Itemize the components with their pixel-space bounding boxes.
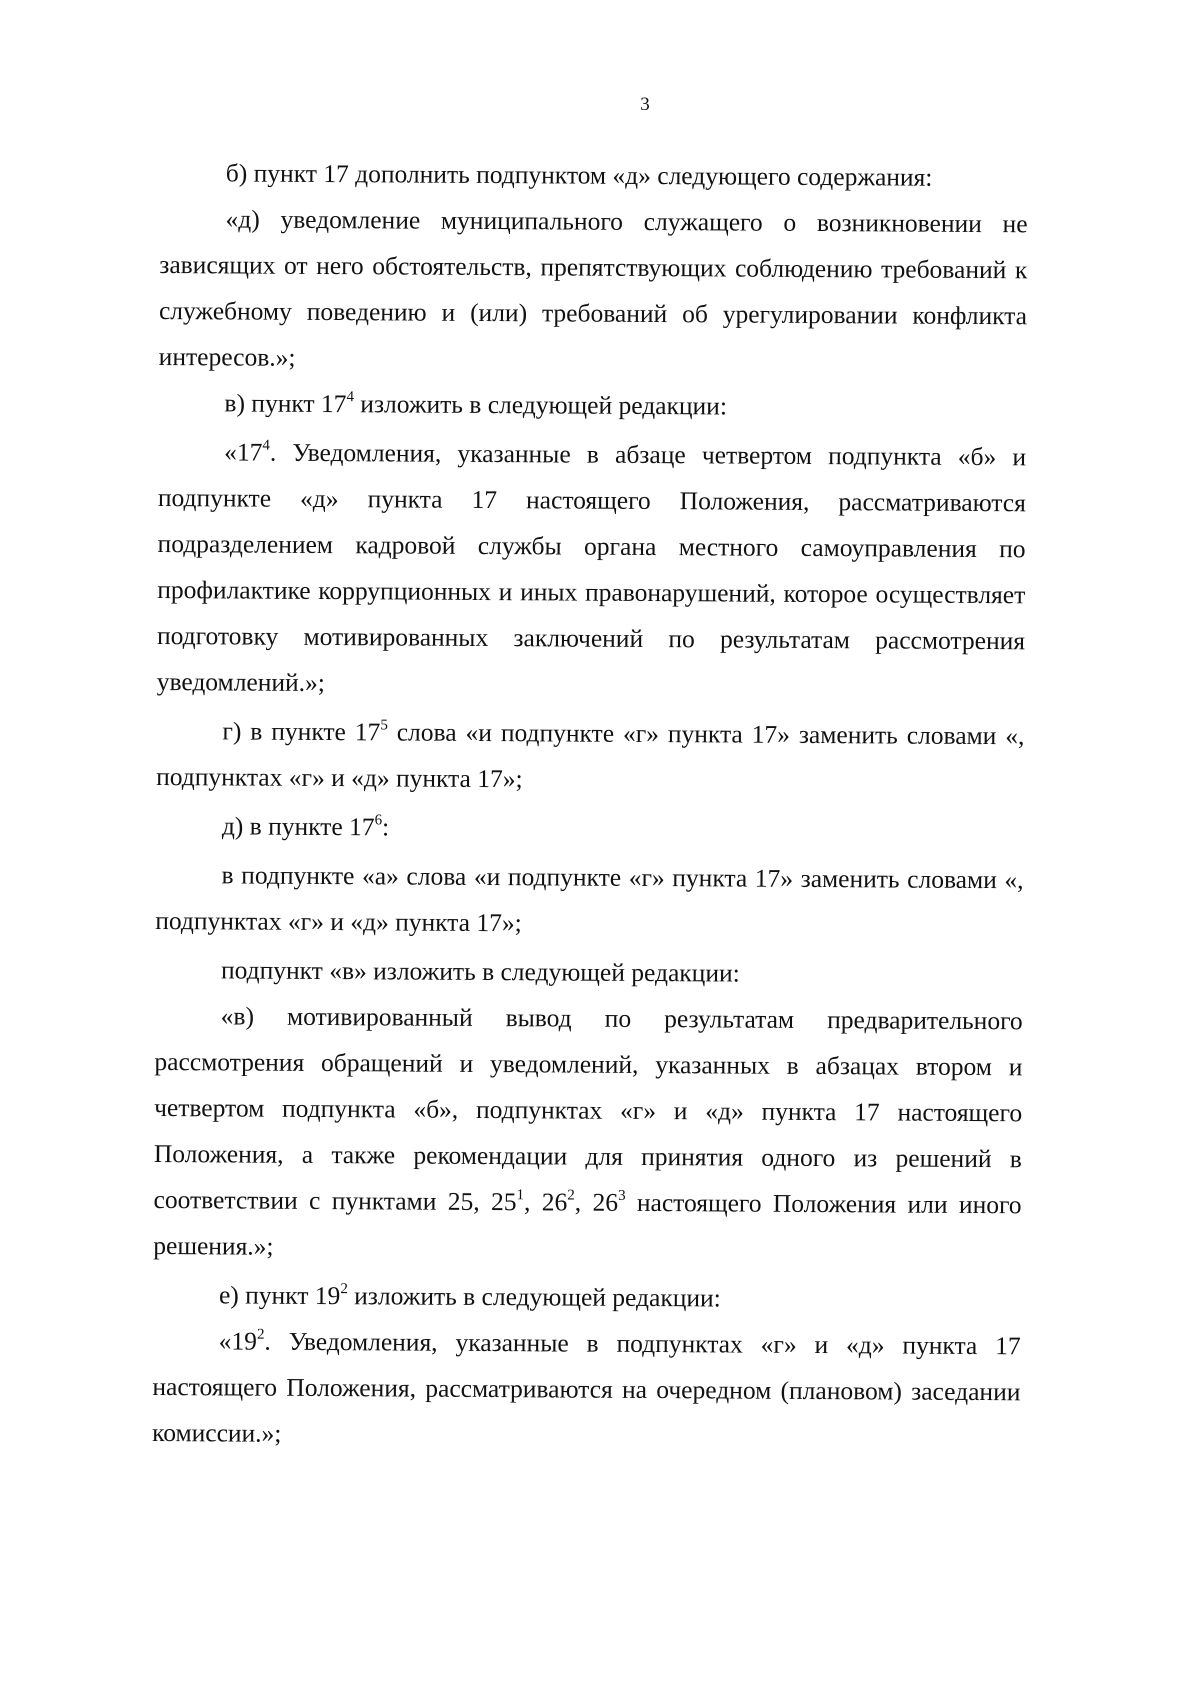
document-body [152,150,1028,1461]
paragraph-19-2-content: «$19^2$. Уведомления, указанные в подпунктах «г» и «д» пункта 17 настоящего Положения, рассматриваются на очередном (плановом) заседании комиссии.»; [152,1326,1021,1448]
paragraph-v-content: «в) мотивированный вывод по результатам предварительного рассмотрения обращений и уведомлений, указанных в абзацах втором и четвертом подпункта «б», подпунктах «г» и «д» пункта 17 настоящего Положения, а также рекомендации для принятия одного из решений в соответствии с пунктами 25, $25^1$, $26^2$, $26^3$ настоящего Положения или иного решения.»; [153,1001,1023,1261]
paragraph-g: г) в пункте $17^5$ слова «и подпункте «г» пункта 17» заменить словами «, подпунктах «г» и «д» пункта 17»; [156,716,1025,794]
paragraph-v: в) пункт $17^4$ изложить в следующей редакции: [224,388,728,421]
paragraph-17-4-content: «$17^4$. Уведомления, указанные в абзаце четвертом подпункта «б» и подпункте «д» пункта 17 настоящего Положения, рассматриваются подразделением кадровой службы органа местного самоуправления по профилактике коррупционных и иных правонарушений, которое осуществляет подготовку мотивированных заключений по результатам рассмотрения уведомлений.»; [156,437,1027,698]
paragraph-b: б) пункт 17 дополнить подпунктом «д» следующего содержания: [225,158,933,192]
paragraph-e: е) пункт $19^2$ изложить в следующей редакции: [218,1280,721,1313]
paragraph-d: д) в пункте $17^6$: [221,811,390,842]
page-number: 3 [640,94,650,115]
paragraph-subpoint-a: в подпункте «а» слова «и подпункте «г» пункта 17» заменить словами «, подпунктах «г» и «д» пункта 17»; [155,860,1024,938]
paragraph-subpoint-v: подпункт «в» изложить в следующей редакции: [220,955,740,988]
paragraph-d-content: «д) уведомление муниципального служащего о возникновении не зависящих от него обстоятельств, препятствующих соблюдению требований к служебному поведению и (или) требований об урегулировании конфликта интересов.»; [158,204,1028,372]
